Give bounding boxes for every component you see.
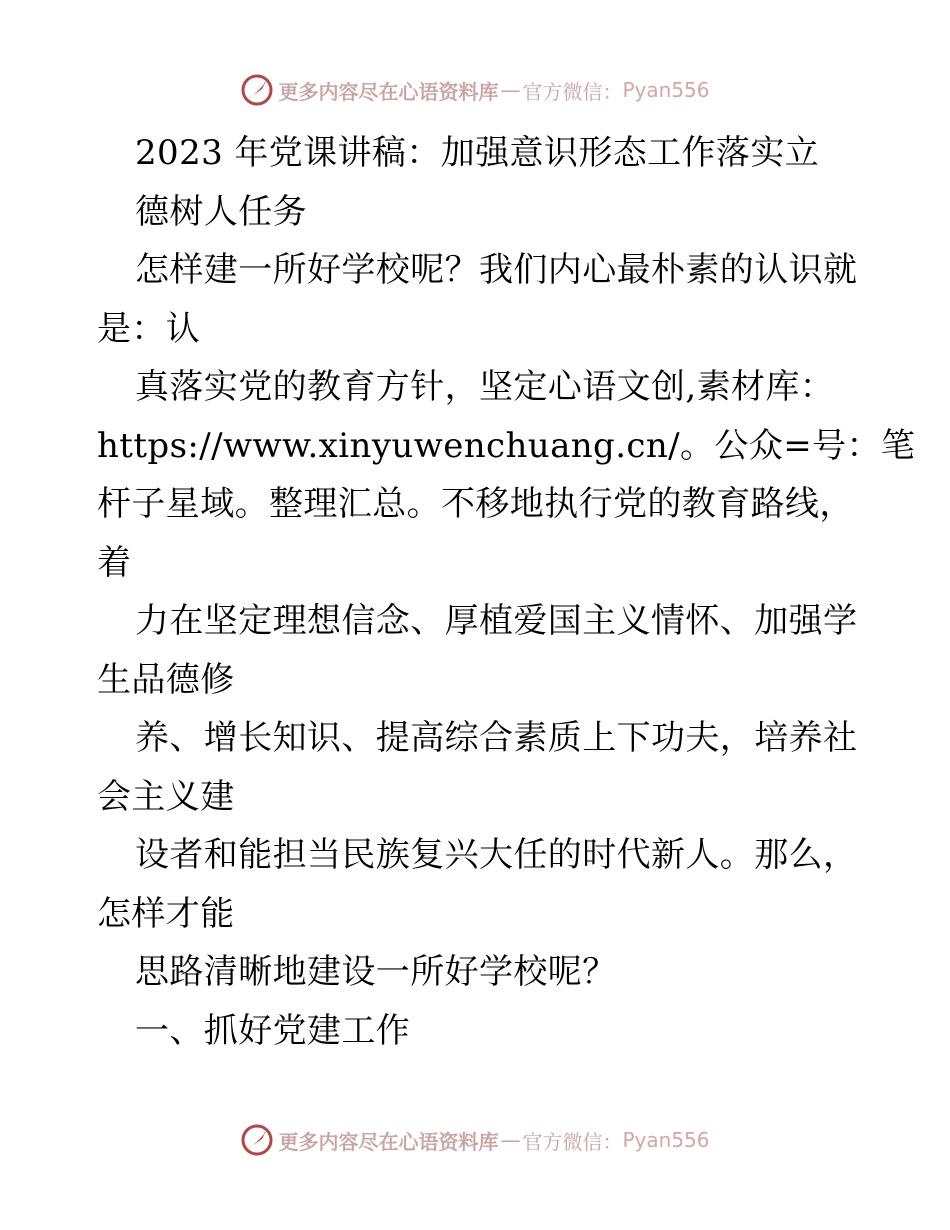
footer-banner bbox=[0, 1120, 950, 1160]
header-dash: — bbox=[500, 78, 521, 102]
paragraph-line: 真落实党的教育方针，坚定心语文创,素材库： bbox=[135, 367, 835, 407]
paragraph-line: 设者和能担当民族复兴大任的时代新人。那么， bbox=[135, 835, 858, 875]
footer-dash: — bbox=[500, 1128, 521, 1152]
header-site-text: 更多内容尽在心语资料库 bbox=[278, 79, 499, 104]
paragraph-line: 着 bbox=[97, 542, 132, 583]
quill-pen-logo-icon bbox=[240, 73, 274, 107]
paragraph-line: 怎样建一所好学校呢？我们内心最朴素的认识就 bbox=[135, 250, 858, 290]
paragraph-line: https://www.xinyuwenchuang.cn/。公众=号：笔 bbox=[97, 425, 916, 466]
title-line-2: 德树人任务 bbox=[135, 191, 307, 232]
paragraph-line: 会主义建 bbox=[97, 776, 235, 817]
document-body bbox=[97, 124, 916, 1060]
paragraph-line: 杆子星域。整理汇总。不移地执行党的教育路线， bbox=[97, 484, 854, 524]
header-wechat-id: Pyan556 bbox=[622, 78, 710, 102]
footer-site-text: 更多内容尽在心语资料库 bbox=[278, 1129, 499, 1154]
header-banner bbox=[0, 70, 950, 110]
paragraph-line: 力在坚定理想信念、厚植爱国主义情怀、加强学 bbox=[135, 601, 858, 641]
quill-pen-logo-icon bbox=[240, 1123, 274, 1157]
paragraph-line: 思路清晰地建设一所好学校呢？ bbox=[135, 952, 617, 992]
section-heading: 一、抓好党建工作 bbox=[135, 1010, 411, 1051]
paragraph-line: 怎样才能 bbox=[97, 893, 235, 934]
paragraph-line: 生品德修 bbox=[97, 659, 235, 700]
footer-wechat-label: 官方微信： bbox=[522, 1129, 623, 1154]
paragraph-line: 是：认 bbox=[97, 308, 201, 349]
footer-wechat-id: Pyan556 bbox=[622, 1128, 710, 1152]
paragraph-line: 养、增长知识、提高综合素质上下功夫，培养社 bbox=[135, 718, 858, 758]
header-wechat-label: 官方微信： bbox=[522, 79, 623, 104]
title-line-1: 2023 年党课讲稿：加强意识形态工作落实立 bbox=[135, 133, 820, 173]
